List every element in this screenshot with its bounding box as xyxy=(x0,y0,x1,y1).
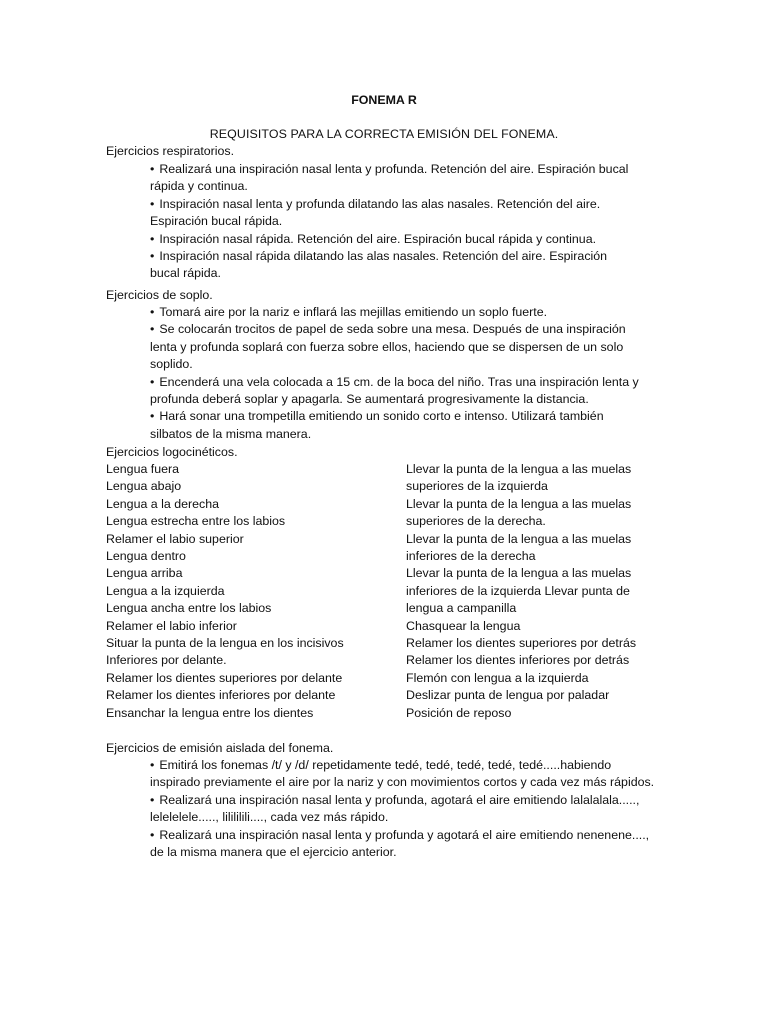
blowing-heading: Ejercicios de soplo. xyxy=(106,288,213,302)
list-item: Relamer los dientes superiores por delante xyxy=(106,670,343,685)
bullet-icon: • xyxy=(150,162,155,176)
list-item: • Inspiración nasal lenta y profunda dilatando las alas nasales. Retención del aire. Espiración bucal rápida. xyxy=(150,196,601,229)
list-item: Lengua arriba xyxy=(106,566,183,581)
list-item: Lengua estrecha entre los labios xyxy=(106,514,286,529)
bullet-icon: • xyxy=(150,827,155,842)
list-item: Relamer los dientes inferiores por delante xyxy=(106,688,336,703)
page-title: FONEMA R xyxy=(351,93,417,107)
bullet-icon: • xyxy=(150,792,155,807)
logokinetic-right-column xyxy=(406,461,656,722)
list-item: • Tomará aire por la nariz e inflará las mejillas emitiendo un soplo fuerte. xyxy=(150,305,548,319)
bullet-icon: • xyxy=(150,374,155,389)
isolated-heading: Ejercicios de emisión aislada del fonema. xyxy=(106,741,334,755)
bullet-icon: • xyxy=(150,322,155,337)
list-item: Flemón con lengua a la izquierda xyxy=(406,670,589,685)
list-item: Llevar la punta de la lengua a las muelas inferiores de la izquierda Llevar punta de lengua a campanilla xyxy=(406,566,632,616)
list-item: • Inspiración nasal rápida. Retención del aire. Espiración bucal rápida y continua. xyxy=(150,231,597,246)
list-item: Lengua fuera xyxy=(106,462,180,476)
list-item: Deslizar punta de lengua por paladar xyxy=(406,688,610,703)
page-subtitle: REQUISITOS PARA LA CORRECTA EMISIÓN DEL FONEMA. xyxy=(209,127,559,141)
list-item: Llevar la punta de la lengua a las muelas superiores de la izquierda xyxy=(406,462,632,494)
list-item: • Se colocarán trocitos de papel de seda sobre una mesa. Después de una inspiración lenta y profunda soplará con fuerza sobre ellos, haciendo que se dispersen de un solo soplido. xyxy=(150,322,626,372)
list-item: Relamer los dientes inferiores por detrás xyxy=(406,653,630,668)
list-item: Posición de reposo xyxy=(406,705,512,720)
bullet-icon: • xyxy=(150,758,155,772)
respiratory-list xyxy=(150,161,640,283)
list-item: • Emitirá los fonemas /t/ y /d/ repetidamente tedé, tedé, tedé, tedé, tedé.....habiendo inspirado previamente el aire por la nariz y con movimientos cortos y cada vez más rápidos. xyxy=(150,758,655,790)
bullet-icon: • xyxy=(150,249,155,264)
bullet-icon: • xyxy=(150,305,155,319)
list-item: Ensanchar la lengua entre los dientes xyxy=(106,705,314,720)
blowing-list xyxy=(150,304,645,443)
logokinetic-left-column xyxy=(106,461,396,722)
isolated-list xyxy=(150,757,655,861)
list-item: Situar la punta de la lengua en los incisivos xyxy=(106,636,344,651)
list-item: • Realizará una inspiración nasal lenta y profunda. Retención del aire. Espiración bucal rápida y continua. xyxy=(150,162,629,194)
list-item: Lengua ancha entre los labios xyxy=(106,601,272,616)
list-item: Lengua abajo xyxy=(106,479,182,494)
bullet-icon: • xyxy=(150,196,155,211)
list-item: • Inspiración nasal rápida dilatando las alas nasales. Retención del aire. Espiración bucal rápida. xyxy=(150,249,608,281)
list-item: Relamer el labio inferior xyxy=(106,618,237,633)
list-item: Relamer los dientes superiores por detrás xyxy=(406,636,637,651)
list-item: • Encenderá una vela colocada a 15 cm. de la boca del niño. Tras una inspiración lenta y profunda deberá soplar y apagarla. Se aumentará progresivamente la distancia. xyxy=(150,374,639,407)
list-item: Llevar la punta de la lengua a las muelas superiores de la derecha. xyxy=(406,496,632,529)
list-item: Relamer el labio superior xyxy=(106,531,244,546)
respiratory-heading: Ejercicios respiratorios. xyxy=(106,144,235,158)
list-item: Chasquear la lengua xyxy=(406,618,521,633)
list-item: • Hará sonar una trompetilla emitiendo un sonido corto e intenso. Utilizará también silbatos de la misma manera. xyxy=(150,409,604,441)
logokinetic-heading: Ejercicios logocinéticos. xyxy=(106,445,238,459)
list-item: Lengua a la derecha xyxy=(106,496,219,511)
list-item: Lengua dentro xyxy=(106,549,186,564)
list-item: • Realizará una inspiración nasal lenta y profunda, agotará el aire emitiendo lalalalala....., lelelelele....., lilililili...., cada vez más rápido. xyxy=(150,792,640,825)
bullet-icon: • xyxy=(150,231,155,246)
bullet-icon: • xyxy=(150,409,155,424)
list-item: • Realizará una inspiración nasal lenta y profunda y agotará el aire emitiendo nenenene...., de la misma manera que el ejercicio anterior. xyxy=(150,827,650,860)
list-item: Llevar la punta de la lengua a las muelas inferiores de la derecha xyxy=(406,531,632,564)
list-item: Lengua a la izquierda xyxy=(106,583,225,598)
list-item: Inferiores por delante. xyxy=(106,653,227,668)
